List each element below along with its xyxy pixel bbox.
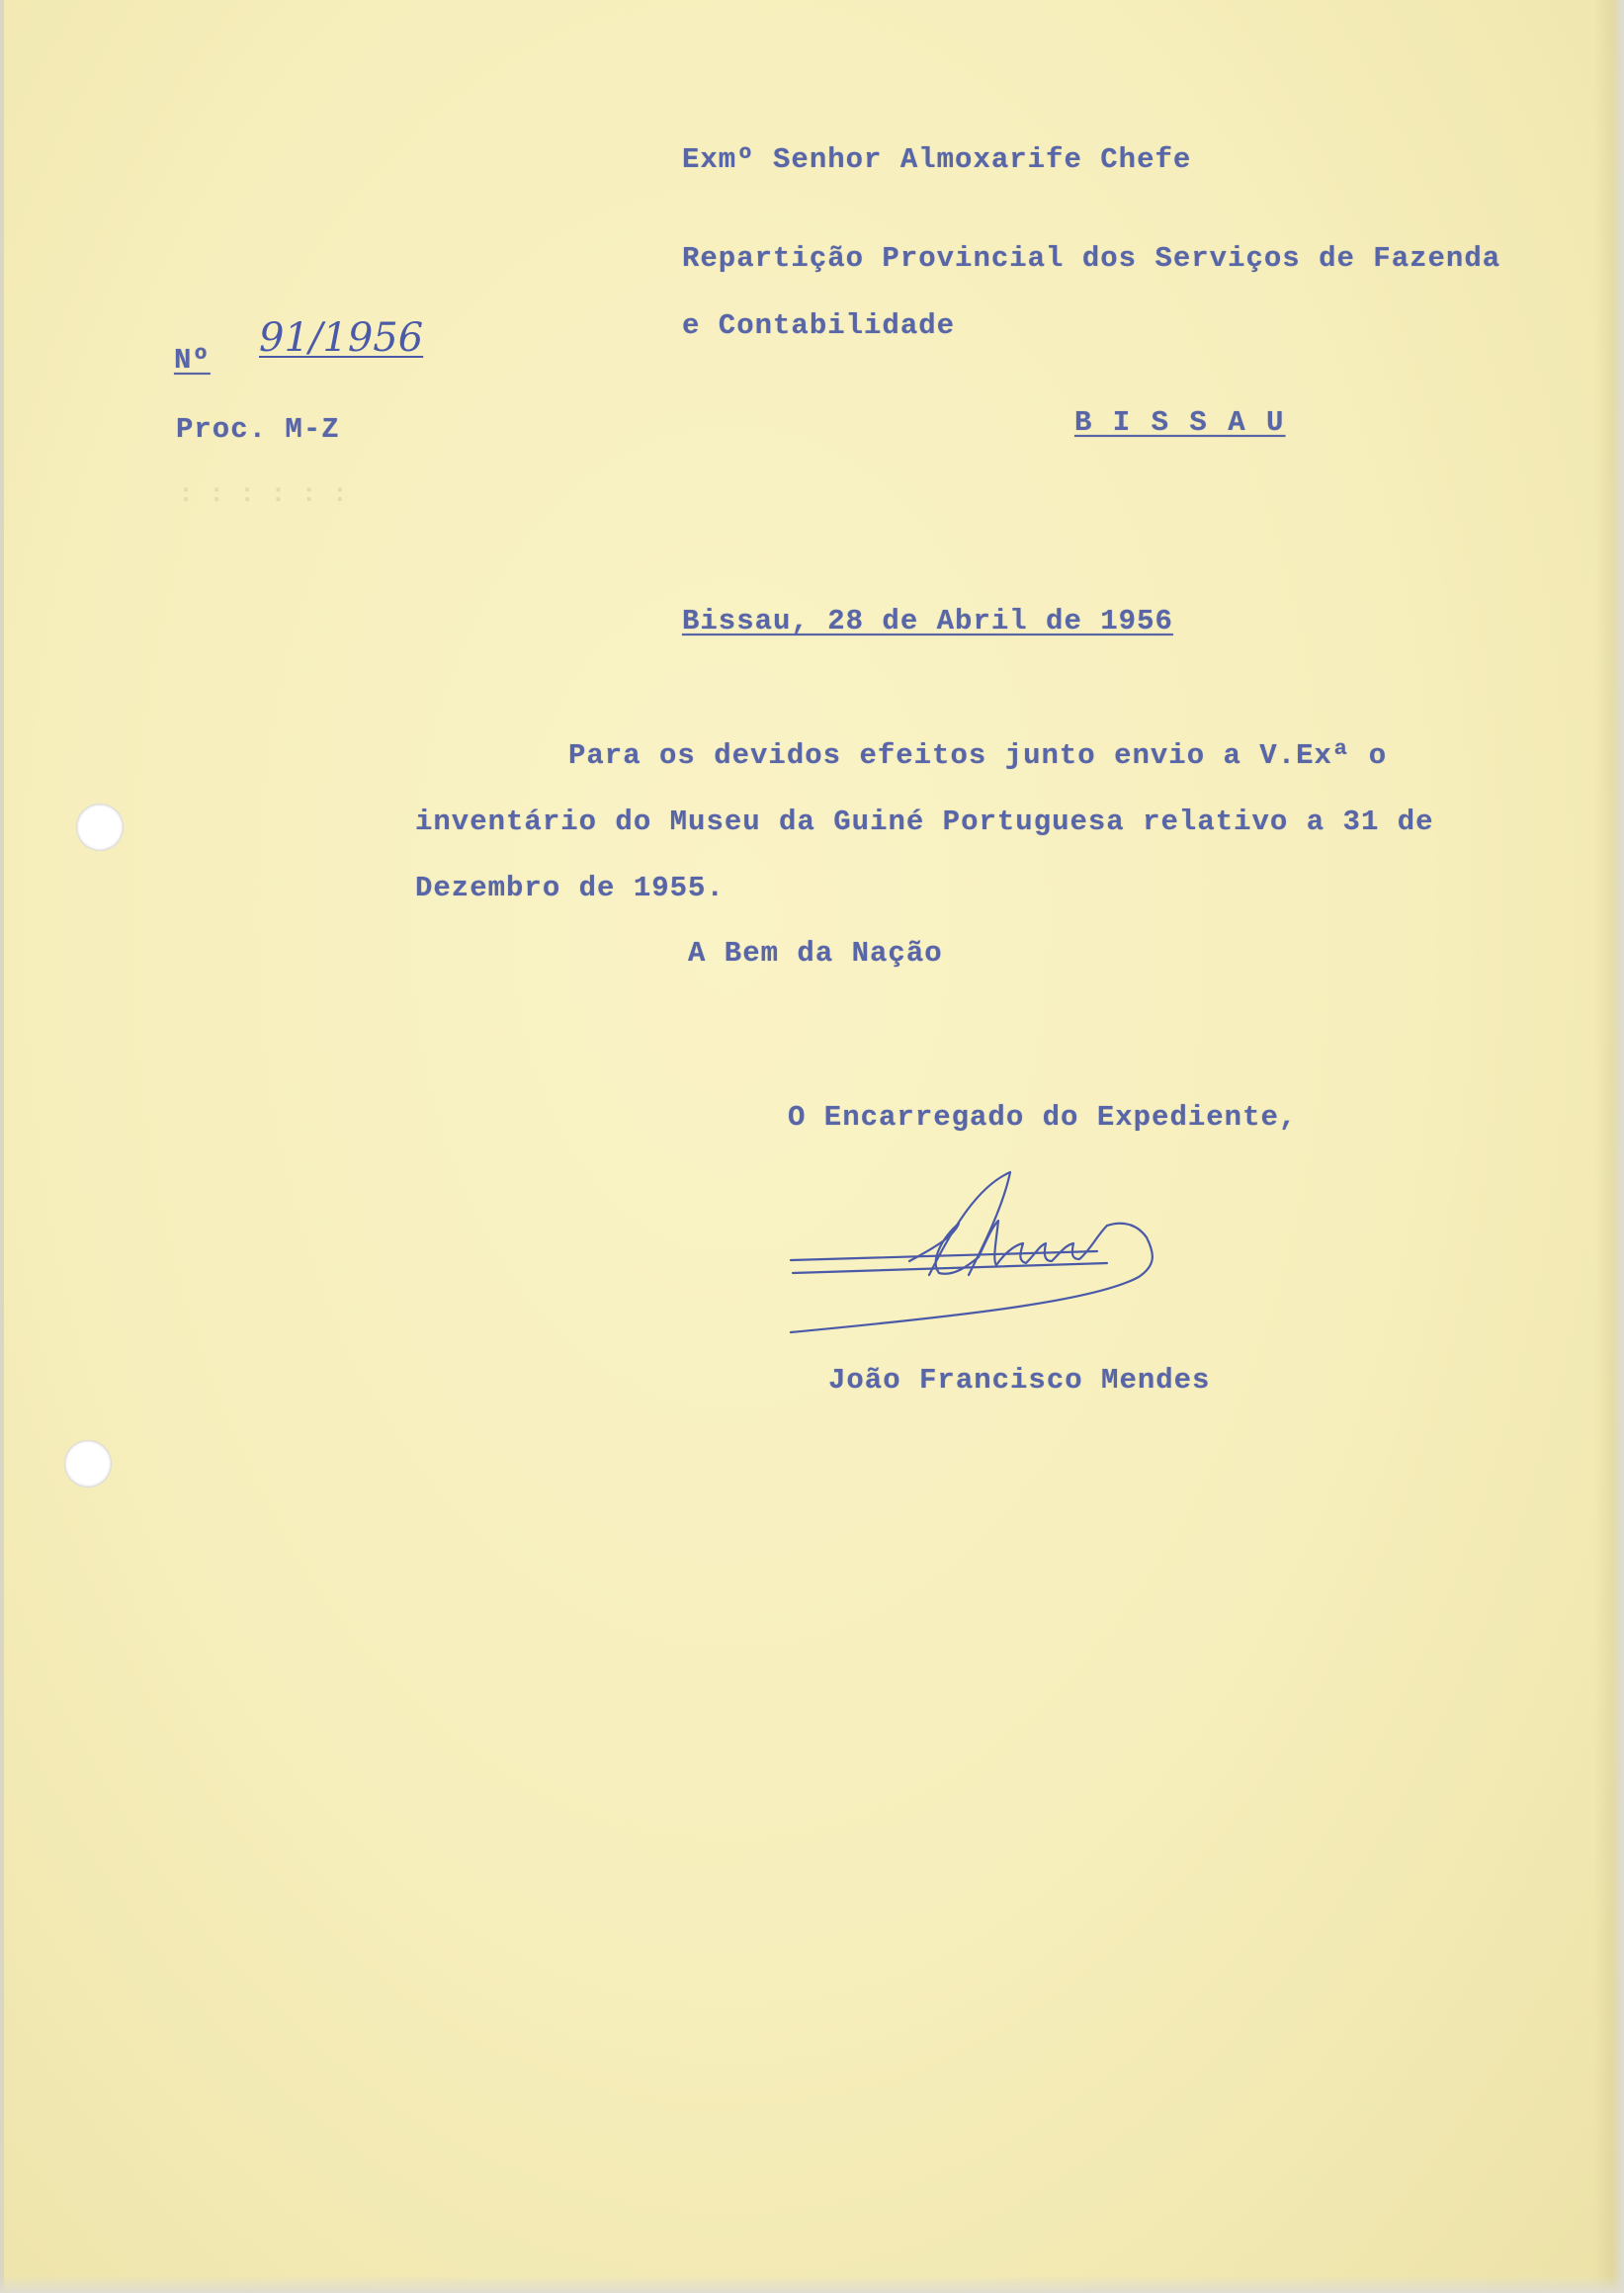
signatory-title: O Encarregado do Expediente,: [788, 1101, 1298, 1134]
paper-left-edge: [0, 0, 4, 2293]
body-line-1: Para os devidos efeitos junto envio a V.Exª o: [568, 739, 1388, 772]
addressee-line-3: e Contabilidade: [682, 309, 956, 342]
faint-bleedthrough: : : : : : :: [178, 479, 348, 509]
closing-salutation: A Bem da Nação: [688, 937, 943, 970]
handwritten-signature: [781, 1166, 1285, 1354]
addressee-line-1: Exmº Senhor Almoxarife Chefe: [682, 143, 1192, 176]
signatory-name: João Francisco Mendes: [828, 1364, 1211, 1397]
addressee-line-2: Repartição Provincial dos Serviços de Fazenda: [682, 242, 1501, 275]
paper-right-edge: [1594, 0, 1624, 2293]
addressee-city: B I S S A U: [1074, 406, 1286, 439]
reference-number-prefix: Nº: [174, 344, 211, 377]
reference-number-handwritten: 91/1956: [259, 315, 424, 361]
punch-hole-bottom: [64, 1440, 112, 1487]
process-reference: Proc. M-Z: [176, 413, 340, 446]
body-line-2: inventário do Museu da Guiné Portuguesa relativo a 31 de: [415, 806, 1434, 838]
punch-hole-top: [76, 804, 124, 851]
date-line: Bissau, 28 de Abril de 1956: [682, 605, 1173, 637]
body-line-3: Dezembro de 1955.: [415, 872, 725, 904]
paper-bottom-edge: [0, 2275, 1624, 2293]
